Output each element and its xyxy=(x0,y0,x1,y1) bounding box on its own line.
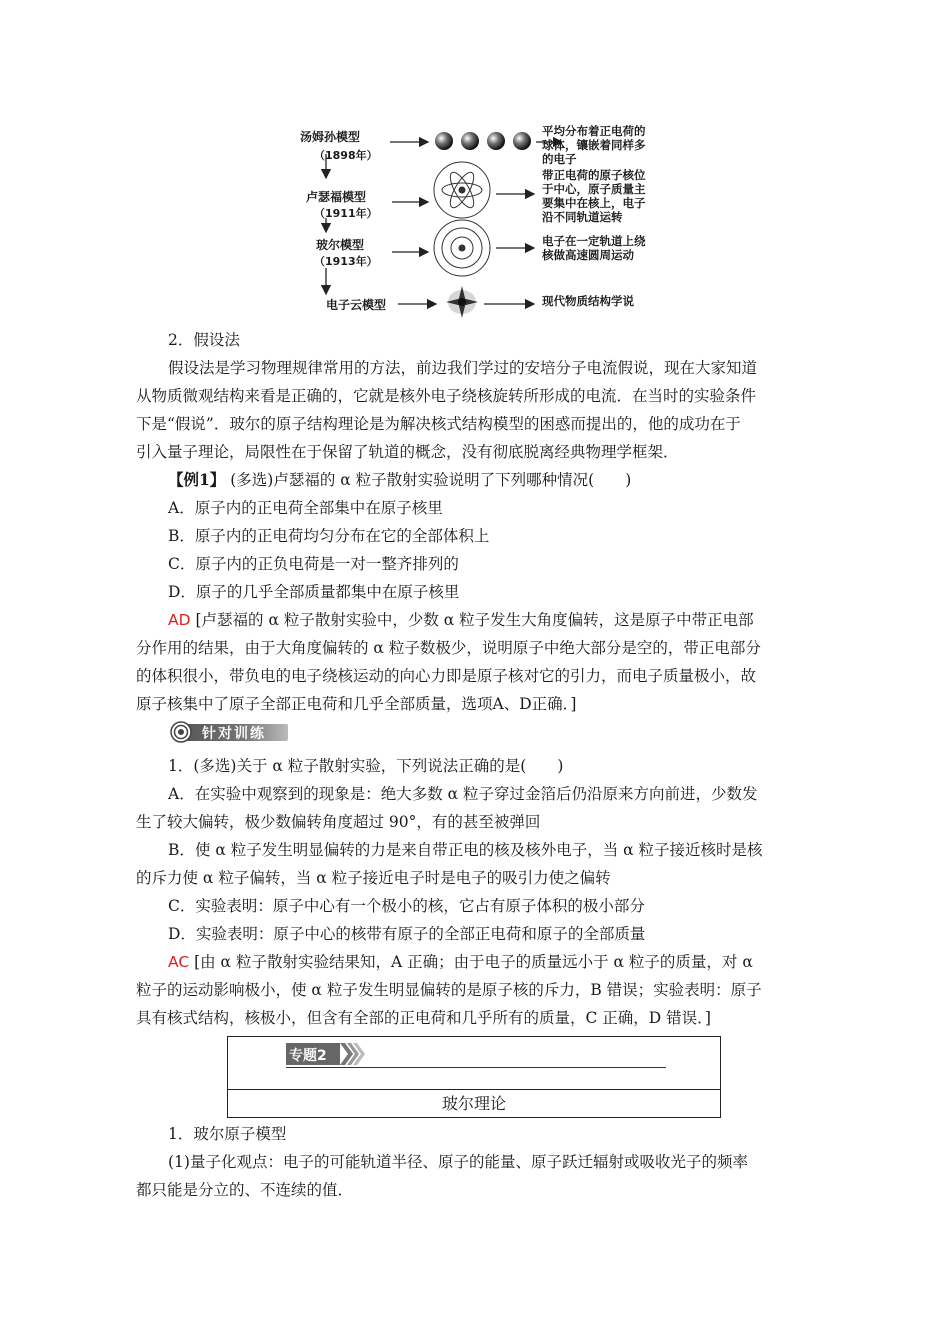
example1-explain-line: 分作用的结果，由于大角度偏转的 α 粒子数极少，说明原子中绝大部分是空的，带正电部分 xyxy=(136,639,761,657)
section2-para-line: 引入量子理论，局限性在于保留了轨道的概念，没有彻底脱离经典物理学框架． xyxy=(136,443,679,461)
training-option-line: D．实验表明：原子中心的核带有原子的全部正电荷和原子的全部质量 xyxy=(168,925,646,943)
training-question: 1．(多选)关于 α 粒子散射实验，下列说法正确的是( ) xyxy=(168,757,564,775)
training-explain-line: 具有核式结构，核极小，但含有全部的正电荷和几乎所有的质量，C 正确，D 错误．] xyxy=(136,1009,711,1027)
model-name-thomson: 汤姆孙模型 xyxy=(300,130,361,144)
model-year-bohr: （1913年） xyxy=(314,255,378,268)
model-name-bohr: 玻尔模型 xyxy=(316,238,365,252)
topic-tag-label: 专题2 xyxy=(289,1048,327,1064)
thomson-spheres-icon xyxy=(435,132,531,150)
model-year-rutherford: （1911年） xyxy=(314,207,378,220)
section2-para-line: 假设法是学习物理规律常用的方法，前边我们学过的安培分子电流假说，现在大家知道 xyxy=(168,359,758,377)
training-option-line: B．使 α 粒子发生明显偏转的力是来自带正电的核及核外电子，当 α 粒子接近核时是核 xyxy=(168,841,763,859)
example1-option-c: C．原子内的正负电荷是一对一整齐排列的 xyxy=(168,555,459,573)
example1-question: (多选)卢瑟福的 α 粒子散射实验说明了下列哪种情况( ) xyxy=(225,471,632,489)
example1-explain-line: 的体积很小，带负电的电子绕核运动的向心力即是原子核对它的引力，而电子质量极小，故 xyxy=(136,667,757,685)
example1-answer-line xyxy=(168,610,754,630)
example1-question-line xyxy=(168,470,631,490)
training-option-line: A．在实验中观察到的现象是：绝大多数 α 粒子穿过金箔后仍沿原来方向前进，少数发 xyxy=(168,785,758,803)
topic-divider xyxy=(228,1089,720,1090)
bohr-para-line: 都只能是分立的、不连续的值． xyxy=(136,1181,354,1199)
training-banner-label: 针对训练 xyxy=(202,726,266,742)
electron-cloud-icon xyxy=(446,286,478,318)
training-answer: AC xyxy=(168,953,190,971)
training-banner xyxy=(170,721,290,743)
training-option-line: C．实验表明：原子中心有一个极小的核，它占有原子体积的极小部分 xyxy=(168,897,645,915)
example1-option-b: B．原子内的正电荷均匀分布在它的全部体积上 xyxy=(168,527,490,545)
model-year-thomson: （1898年） xyxy=(314,149,378,162)
section2-heading: 2．假设法 xyxy=(168,331,240,349)
model-desc-thomson: 平均分布着正电荷的 球体，镶嵌着同样多 的电子 xyxy=(542,124,646,166)
topic-title: 玻尔理论 xyxy=(441,1094,506,1113)
training-explain-line: 粒子的运动影响极小，使 α 粒子发生明显偏转的是原子核的斥力，B 错误；实验表明：原子 xyxy=(136,981,762,999)
section2-para-line: 从物质微观结构来看是正确的，它就是核外电子绕核旋转所形成的电流．在当时的实验条件 xyxy=(136,387,757,405)
training-answer-line xyxy=(168,952,753,972)
atomic-model-diagram xyxy=(300,118,680,323)
example1-explain-line: 原子核集中了原子全部正电荷和几乎全部质量，选项A、D正确．] xyxy=(136,695,577,713)
model-desc-bohr: 电子在一定轨道上绕 核做高速圆周运动 xyxy=(542,234,646,262)
example1-explain: [卢瑟福的 α 粒子散射实验中，少数 α 粒子发生大角度偏转，这是原子中带正电部 xyxy=(190,611,754,629)
topic-rule xyxy=(286,1067,666,1068)
bohr-para-line: (1)量子化观点：电子的可能轨道半径、原子的能量、原子跃迁辐射或吸收光子的频率 xyxy=(168,1153,748,1171)
bohr-atom-icon xyxy=(434,220,490,276)
topic-tag xyxy=(286,1043,368,1065)
example1-tag: 【例1】 xyxy=(168,470,226,489)
section2-para-line: 下是“假说”．玻尔的原子结构理论是为解决核式结构模型的困惑而提出的，他的成功在于 xyxy=(136,415,741,433)
model-desc-rutherford: 带正电荷的原子核位 于中心，原子质量主 要集中在核上，电子 沿不同轨道运转 xyxy=(542,168,646,224)
example1-answer: AD xyxy=(168,611,191,629)
training-option-line: 的斥力使 α 粒子偏转，当 α 粒子接近电子时是电子的吸引力使之偏转 xyxy=(136,869,611,887)
model-name-rutherford: 卢瑟福模型 xyxy=(306,190,367,204)
model-name-cloud: 电子云模型 xyxy=(326,298,387,312)
rutherford-atom-icon xyxy=(434,162,490,218)
bohr-heading: 1．玻尔原子模型 xyxy=(168,1125,287,1143)
example1-option-a: A．原子内的正电荷全部集中在原子核里 xyxy=(168,499,443,517)
target-icon xyxy=(170,721,192,743)
topic-box xyxy=(227,1036,721,1118)
training-explain: [由 α 粒子散射实验结果知，A 正确；由于电子的质量远小于 α 粒子的质量，对 α xyxy=(189,953,753,971)
model-desc-cloud: 现代物质结构学说 xyxy=(542,294,634,308)
training-option-line: 生了较大偏转，极少数偏转角度超过 90°，有的甚至被弹回 xyxy=(136,813,541,831)
stripes-icon xyxy=(340,1043,368,1065)
example1-option-d: D．原子的几乎全部质量都集中在原子核里 xyxy=(168,583,460,601)
